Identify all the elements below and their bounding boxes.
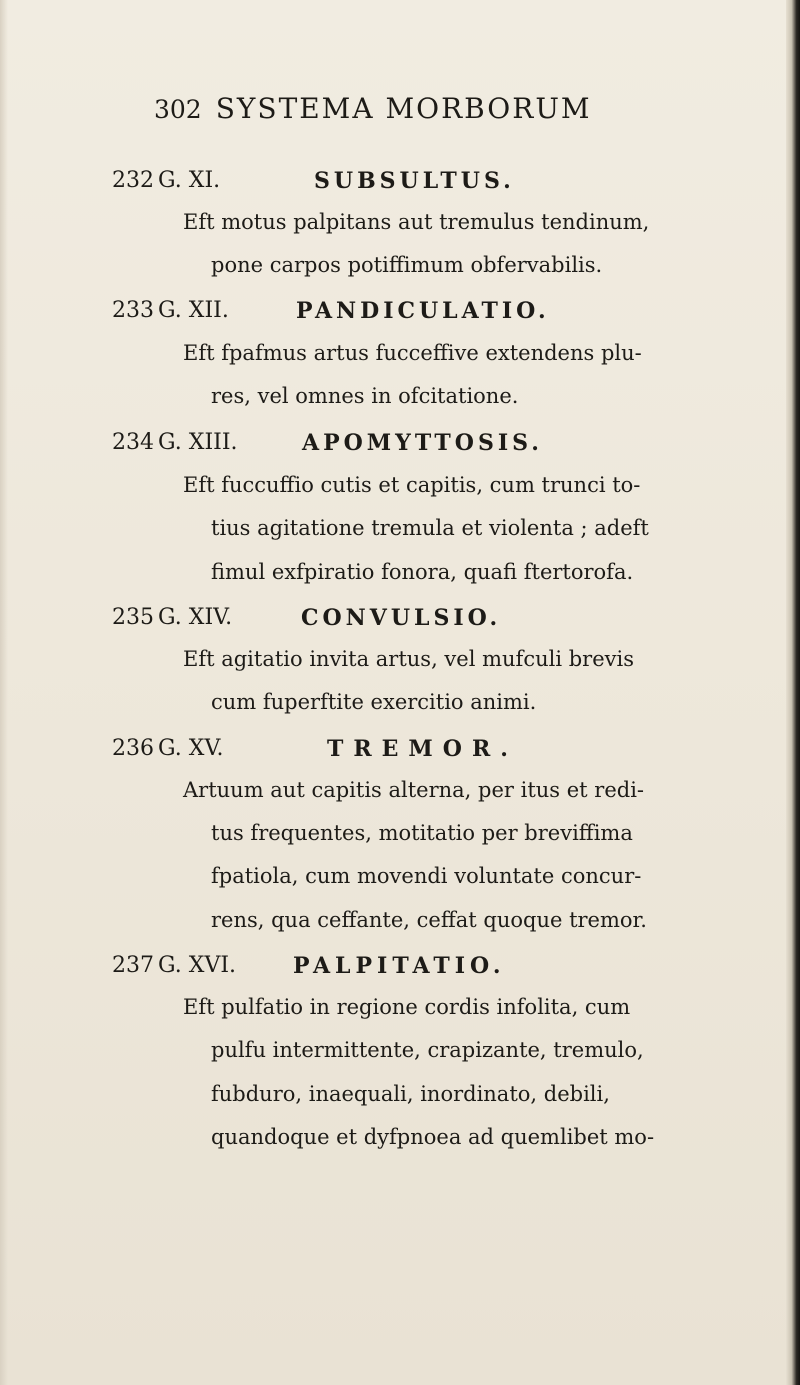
disease-name: APOMYTTOSIS. [302,430,543,456]
disease-name: TREMOR. [327,736,518,762]
disease-name: CONVULSIO. [301,605,502,631]
genus-label: G. XII. [158,298,229,323]
genus-label: G. XIII. [158,430,238,455]
entry-number: 234 [112,430,154,455]
entry-number: 233 [112,298,154,323]
page-gutter-shadow [0,0,8,1385]
running-title: SYSTEMA MORBORUM [215,92,592,125]
description-line: cum fuperftite exercitio animi. [211,690,537,714]
description-line: fubduro, inaequali, inordinato, debili, [211,1082,610,1106]
entry-number: 235 [112,605,154,630]
description-line: Eft agitatio invita artus, vel mufculi brevis [183,647,634,671]
disease-name: PALPITATIO. [293,953,506,979]
description-line: Eft fpafmus artus fucceffive extendens plu- [183,341,642,365]
genus-label: G. XVI. [158,953,237,978]
entry-number: 232 [112,168,154,193]
genus-label: G. XIV. [158,605,233,630]
description-line: pone carpos potiffimum obfervabilis. [211,253,603,277]
description-line: tus frequentes, motitatio per breviffima [211,821,633,845]
page-edge-shadow [786,0,800,1385]
description-line: fpatiola, cum movendi voluntate concur- [211,864,642,888]
description-line: rens, qua ceffante, ceffat quoque tremor. [211,908,647,932]
description-line: fimul exfpiratio fonora, quafi ftertorofa. [211,560,634,584]
genus-label: G. XI. [158,168,221,193]
disease-name: SUBSULTUS. [314,168,515,194]
description-line: tius agitatione tremula et violenta ; adeft [211,516,649,540]
running-header [154,92,592,132]
description-line: pulfu intermittente, crapizante, tremulo, [211,1038,644,1062]
description-line: Eft motus palpitans aut tremulus tendinum, [183,210,650,234]
genus-label: G. XV. [158,736,224,761]
page-number: 302 [154,95,202,124]
description-line: Artuum aut capitis alterna, per itus et redi- [183,778,645,802]
description-line: quandoque et dyfpnoea ad quemlibet mo- [211,1125,655,1149]
description-line: Eft pulfatio in regione cordis infolita, cum [183,995,631,1019]
description-line: Eft fuccuffio cutis et capitis, cum trunci to- [183,473,641,497]
description-line: res, vel omnes in ofcitatione. [211,384,519,408]
entry-number: 237 [112,953,154,978]
disease-name: PANDICULATIO. [296,298,550,324]
entry-number: 236 [112,736,154,761]
